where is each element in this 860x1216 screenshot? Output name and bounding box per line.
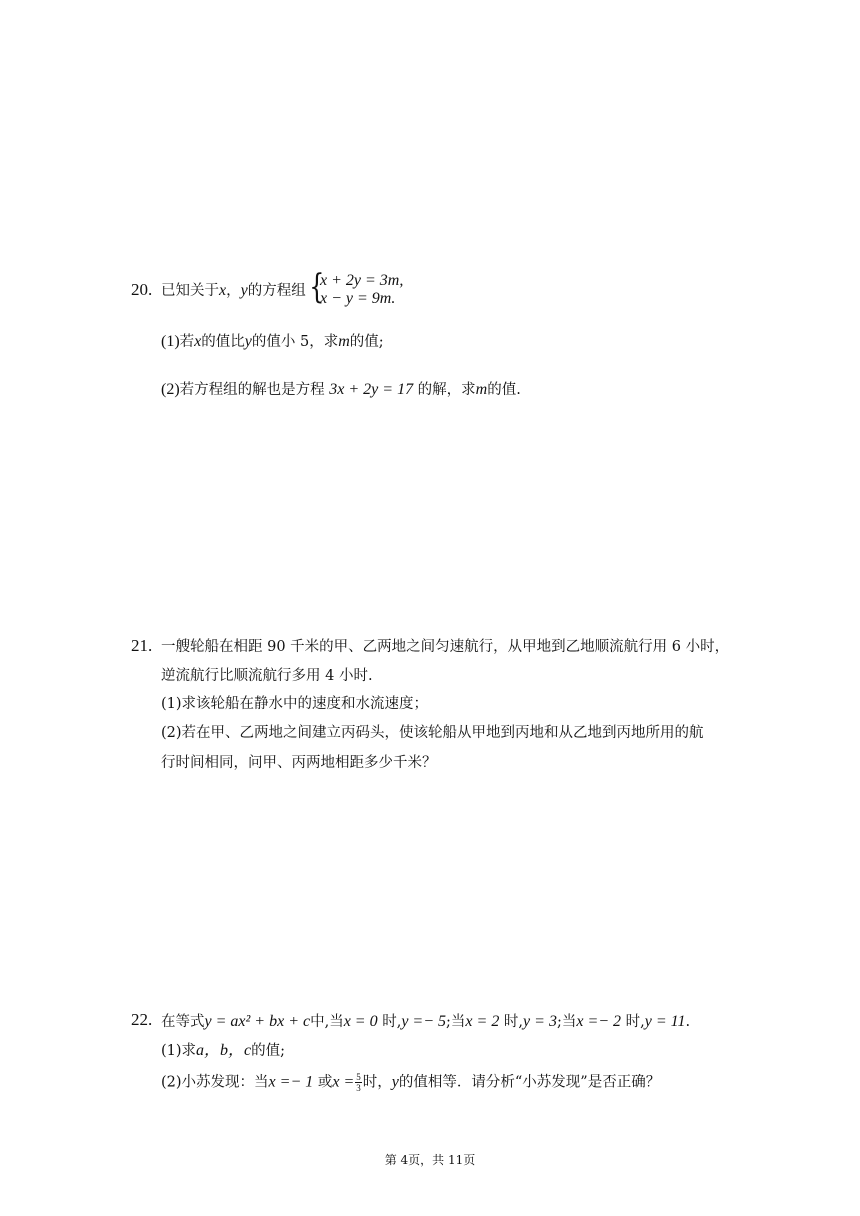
q22-end: . xyxy=(685,1014,691,1030)
q22-p1-end: 的值; xyxy=(251,1043,286,1059)
question-number-22: 22. xyxy=(131,1010,153,1029)
q22-p2-label: (2)小苏发现：当 xyxy=(161,1074,269,1091)
footer-middle: 页，共 xyxy=(408,1153,448,1167)
question-21-part-2-line-2: 行时间相同，问甲、丙两地相距多少千米？ xyxy=(161,755,437,771)
question-21-line-1: 一艘轮船在相距 90 千米的甲、乙两地之间匀速航行，从甲地到乙地顺流航行用 6 小时， xyxy=(161,639,730,655)
q20-var-x: x xyxy=(219,282,227,299)
q22-when-2: 时, xyxy=(499,1014,524,1030)
question-20-part-1 xyxy=(161,334,384,350)
q22-x-value-2: x = 2 xyxy=(465,1013,500,1030)
question-21-line-2: 逆流航行比顺流航行多用 4 小时. xyxy=(161,668,373,684)
q20-p1-text-c: 的值小 5，求 xyxy=(251,334,339,350)
q20-p2-text-c: 的值. xyxy=(487,382,521,398)
q22-p2-or: 或 xyxy=(313,1074,333,1091)
q22-x-value-3: x =− 2 xyxy=(576,1013,622,1030)
part-label: (1) xyxy=(161,333,180,350)
q20-p1-text-d: 的值; xyxy=(349,334,384,350)
equation-system-brace: { xyxy=(309,267,325,307)
footer-page-number: 4 xyxy=(400,1153,409,1167)
q20-var-y: y xyxy=(240,282,248,299)
question-22-stem xyxy=(161,1014,690,1030)
q22-sep-1: ;当 xyxy=(446,1014,466,1030)
q22-text-b: 中,当 xyxy=(310,1014,344,1030)
q20-p1-m: m xyxy=(338,333,350,350)
q22-x-value-1: x = 0 xyxy=(343,1013,378,1030)
q20-p1-x: x xyxy=(194,333,202,350)
q20-comma: ， xyxy=(226,283,241,299)
q20-p2-text-a: 若方程组的解也是方程 xyxy=(179,382,330,398)
q22-p2-x1: x =− 1 xyxy=(268,1073,314,1091)
part-label: (2) xyxy=(161,381,180,398)
q22-y-value-3: y = 11 xyxy=(644,1013,686,1030)
fraction-denominator: 3 xyxy=(356,1083,361,1093)
fraction-five-thirds xyxy=(355,1072,362,1093)
footer-suffix: 页 xyxy=(463,1153,476,1167)
question-20-stem xyxy=(161,283,306,299)
q20-p2-equation: 3x + 2y = 17 xyxy=(329,381,414,398)
question-number-21: 21. xyxy=(131,636,153,655)
page-footer xyxy=(0,1151,860,1168)
q20-p2-text-b: 的解，求 xyxy=(413,382,476,398)
question-21-part-1: (1)求该轮船在静水中的速度和水流速度； xyxy=(161,696,429,712)
q22-p2-end: 的值相等．请分析“小苏发现”是否正确？ xyxy=(398,1074,661,1091)
equation-1: x + 2y = 3m, xyxy=(320,272,404,289)
q22-p1-vars: a，b，c xyxy=(196,1042,252,1059)
question-21-part-2-line-1: (2)若在甲、乙两地之间建立丙码头，使该轮船从甲地到丙地和从乙地到丙地所用的航 xyxy=(161,725,704,741)
q22-text-a: 在等式 xyxy=(161,1014,205,1030)
q22-y-value-1: y =− 5 xyxy=(401,1013,447,1030)
q20-p1-text-b: 的值比 xyxy=(201,334,245,350)
q20-system-label: 的方程组 xyxy=(247,283,306,299)
q22-p2-y: y xyxy=(391,1073,399,1091)
footer-prefix: 第 xyxy=(384,1153,401,1167)
question-22-part-1 xyxy=(161,1043,285,1059)
footer-total-pages: 11 xyxy=(448,1153,464,1167)
q22-sep-2: ;当 xyxy=(556,1014,577,1030)
question-20-part-2 xyxy=(161,382,521,398)
q22-p1-label: (1)求 xyxy=(161,1043,197,1059)
q22-p2-when: 时， xyxy=(362,1074,392,1091)
question-number-20: 20. xyxy=(131,280,153,299)
q22-p2-x2: x = xyxy=(332,1073,355,1091)
q22-when-1: 时, xyxy=(377,1014,402,1030)
equation-2: x − y = 9m. xyxy=(320,290,396,307)
fraction-numerator: 5 xyxy=(356,1072,361,1082)
q22-y-value-2: y = 3 xyxy=(523,1013,557,1030)
q20-p1-text-a: 若 xyxy=(179,334,195,350)
q22-when-3: 时, xyxy=(621,1014,645,1030)
q22-equation: y = ax² + bx + c xyxy=(204,1013,311,1030)
question-22-part-2 xyxy=(161,1072,660,1093)
q20-intro: 已知关于 xyxy=(161,283,219,299)
q20-p1-y: y xyxy=(244,333,252,350)
q20-p2-m: m xyxy=(475,381,488,398)
